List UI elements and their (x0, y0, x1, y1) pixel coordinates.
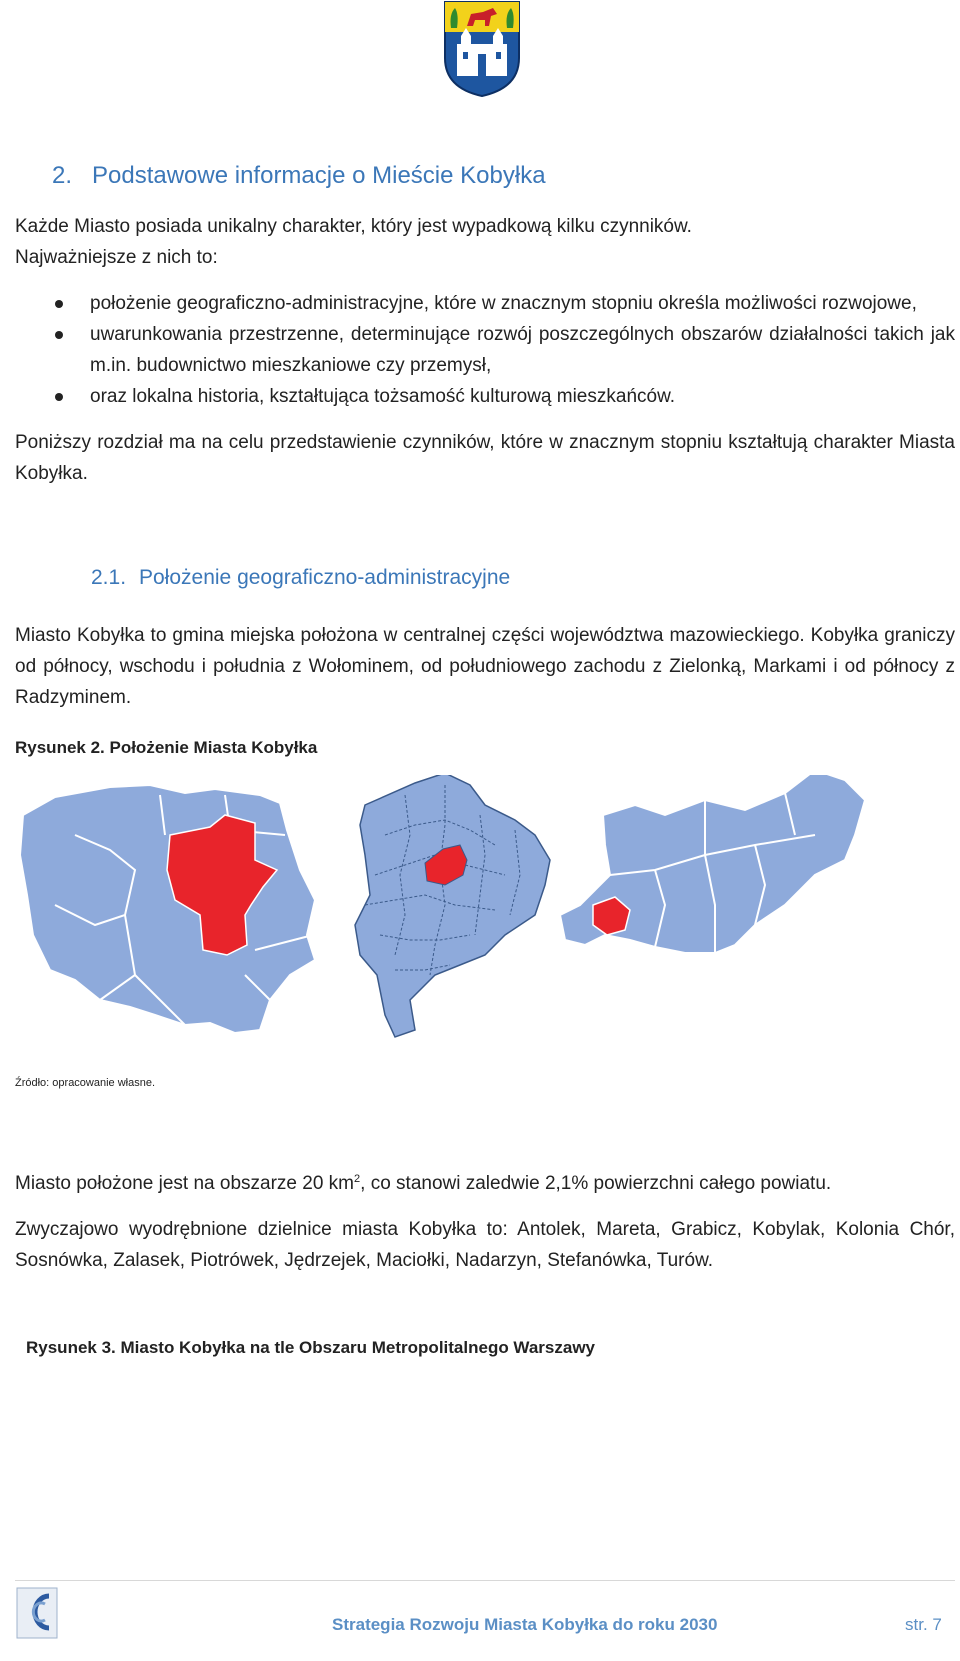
intro-paragraph-1: Każde Miasto posiada unikalny charakter, który jest wypadkową kilku czynników. (15, 216, 692, 237)
section-heading (52, 162, 546, 190)
mazowieckie-map-icon (355, 775, 550, 1037)
location-paragraph: Miasto Kobyłka to gmina miejska położona w centralnej części województwa mazowieckiego. Kobyłka graniczy od północy, wschodu i południa z Wołominem, od południowego zachodu z Zielonką, Markami i od północy z Radzyminem. (15, 625, 955, 708)
area-text-suffix: , co stanowi zaledwie 2,1% powierzchni całego powiatu. (360, 1173, 832, 1194)
districts-paragraph: Zwyczajowo wyodrębnione dzielnice miasta Kobyłka to: Antolek, Mareta, Grabicz, Kobylak, Kolonia Chór, Sosnówka, Zalasek, Piotrówek, Jędrzejek, Maciołki, Nadarzyn, Stefanówka, Turów. (15, 1219, 955, 1271)
subsection-number: 2.1. (91, 566, 127, 589)
area-paragraph (15, 1168, 955, 1199)
footer-divider (15, 1580, 955, 1581)
figure-2-caption: Rysunek 2. Położenie Miasta Kobyłka (15, 738, 318, 757)
page-number: str. 7 (905, 1615, 942, 1634)
location-maps (15, 775, 945, 1060)
subsection-title: Położenie geograficzno-administracyjne (139, 566, 511, 589)
figure-3-caption: Rysunek 3. Miasto Kobyłka na tle Obszaru Metropolitalnego Warszawy (26, 1338, 596, 1357)
subsection-heading (91, 566, 510, 590)
list-item: położenie geograficzno-administracyjne, które w znacznym stopniu określa możliwości rozwojowe, (55, 288, 955, 319)
footer-title: Strategia Rozwoju Miasta Kobyłka do roku 2030 (332, 1615, 718, 1634)
list-item: uwarunkowania przestrzenne, determinujące rozwój poszczególnych obszarów działalności takich jak m.in. budownictwo mieszkaniowe czy przemysł, (55, 319, 955, 381)
wolomin-county-map-icon (560, 775, 865, 953)
area-text-prefix: Miasto położone jest na obszarze 20 km (15, 1173, 355, 1194)
coat-of-arms-icon (441, 0, 523, 98)
list-item: oraz lokalna historia, kształtująca tożsamość kulturową mieszkańców. (55, 381, 955, 412)
strategy-logo-icon (15, 1582, 63, 1642)
figure-2-source: Źródło: opracowanie własne. (15, 1077, 156, 1089)
intro-paragraph-2: Najważniejsze z nich to: (15, 247, 218, 268)
section-number: 2. (52, 162, 73, 189)
factor-list (55, 288, 955, 412)
intro-paragraph-3: Poniższy rozdział ma na celu przedstawienie czynników, które w znacznym stopniu kształtują charakter Miasta Kobyłka. (15, 432, 955, 484)
area-superscript: 2 (354, 1173, 361, 1185)
poland-map-icon (20, 785, 315, 1033)
section-title: Podstawowe informacje o Mieście Kobyłka (92, 162, 546, 189)
